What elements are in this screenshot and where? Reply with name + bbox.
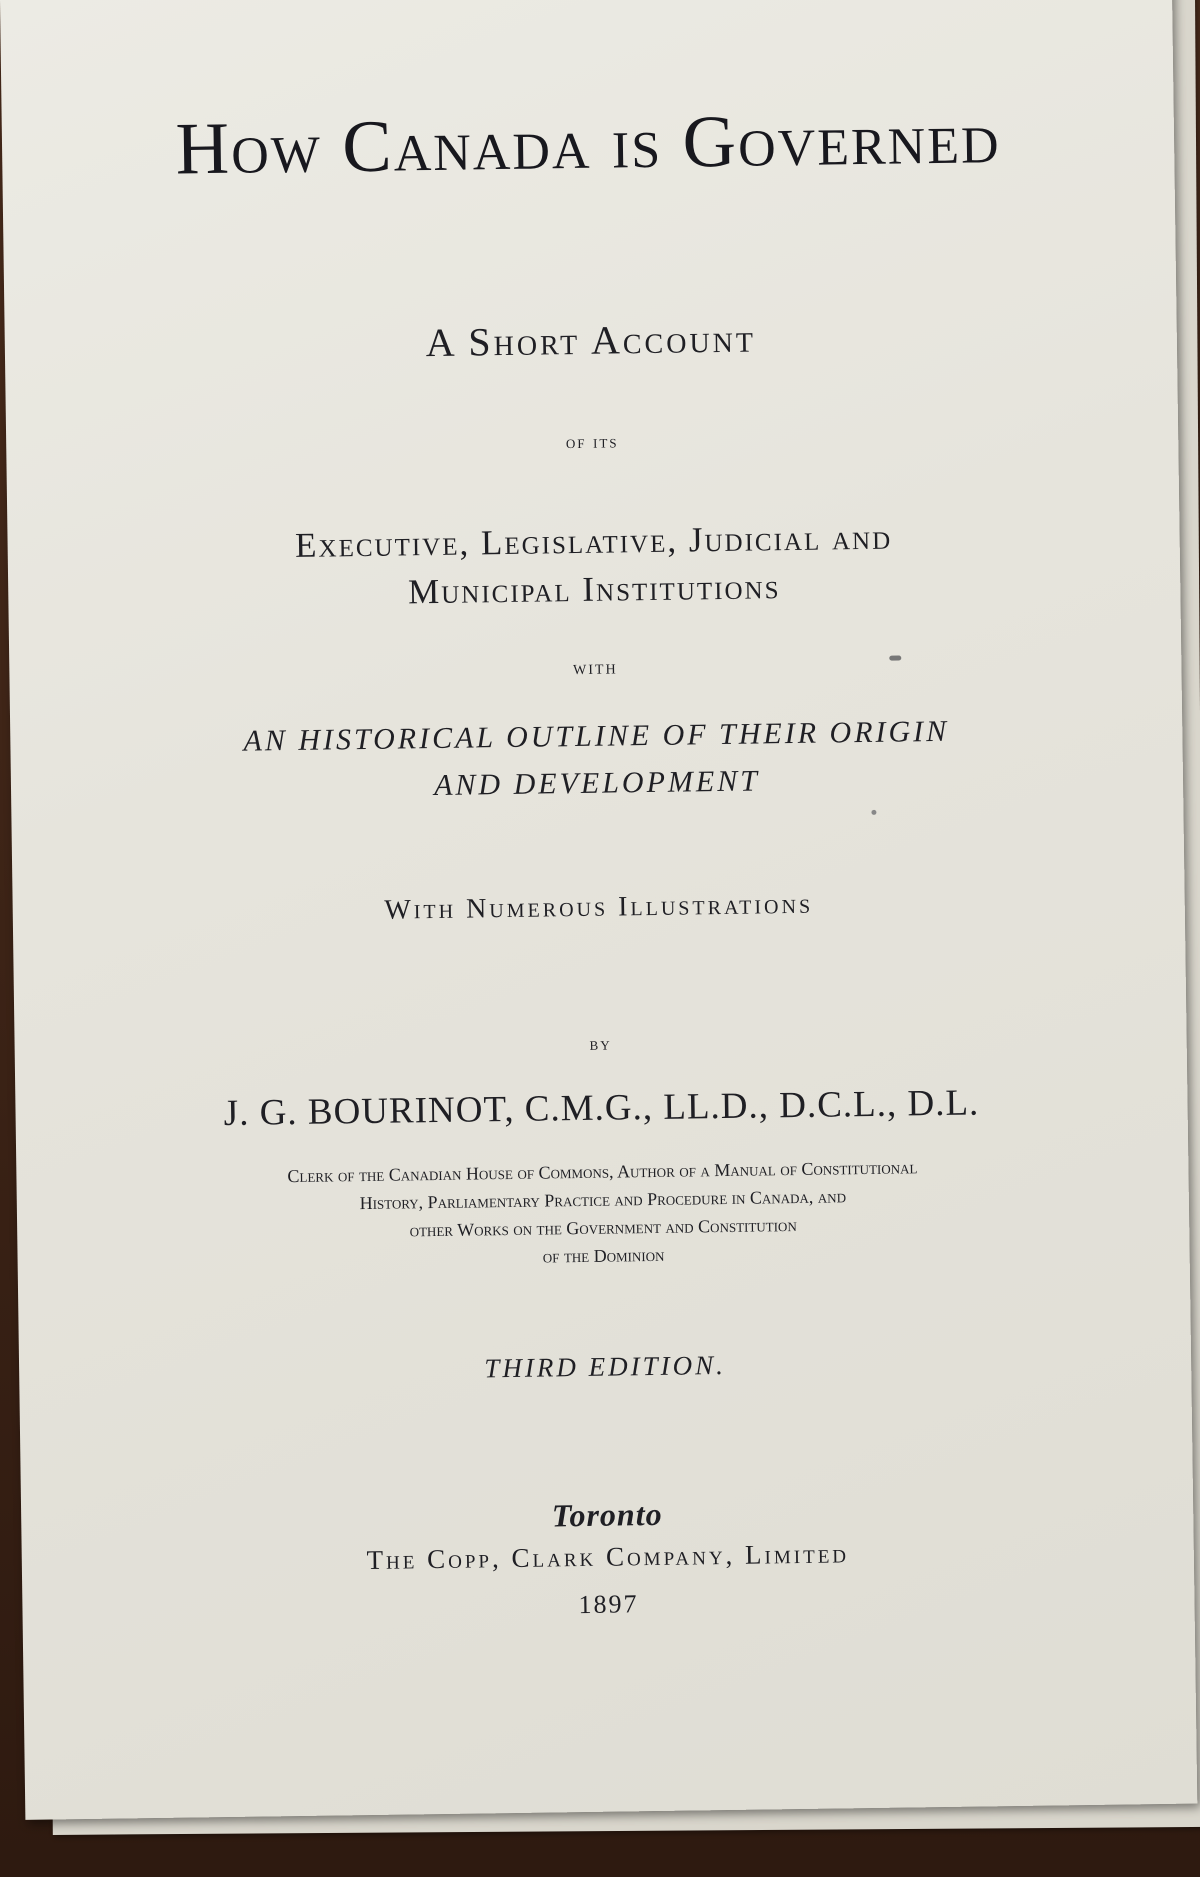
- book-title: How Canada is Governed: [175, 97, 1001, 191]
- of-its-text: of its: [565, 431, 619, 453]
- author-description-line-1: Clerk of the Canadian House of Commons, Author of a Manual of Constitutional: [287, 1157, 918, 1187]
- author-name: J. G. BOURINOT, C.M.G., LL.D., D.C.L., D.L.: [223, 1082, 980, 1134]
- institutions-line-1: Executive, Legislative, Judicial and: [294, 517, 893, 565]
- historical-outline-line-1: AN HISTORICAL OUTLINE OF THEIR ORIGIN: [243, 714, 950, 758]
- subtitle: A Short Account: [425, 315, 757, 366]
- author-description-line-2: History, Parliamentary Practice and Procedure in Canada, and: [359, 1186, 847, 1214]
- illustrations-note: With Numerous Illustrations: [384, 888, 814, 926]
- author-description-line-4: of the Dominion: [542, 1244, 665, 1267]
- publication-place: Toronto: [551, 1495, 663, 1534]
- publisher-name: The Copp, Clark Company, Limited: [366, 1538, 850, 1576]
- author-description-line-3: other Works on the Government and Constitution: [409, 1214, 797, 1241]
- institutions-line-2: Municipal Institutions: [407, 567, 781, 612]
- paper-speck: [889, 655, 901, 660]
- publication-year: 1897: [578, 1589, 639, 1620]
- paper-speck: [871, 810, 876, 815]
- with-text: with: [572, 656, 618, 680]
- by-text: by: [589, 1033, 612, 1055]
- edition-text: THIRD EDITION.: [484, 1349, 727, 1384]
- historical-outline-line-2: AND DEVELOPMENT: [433, 764, 761, 803]
